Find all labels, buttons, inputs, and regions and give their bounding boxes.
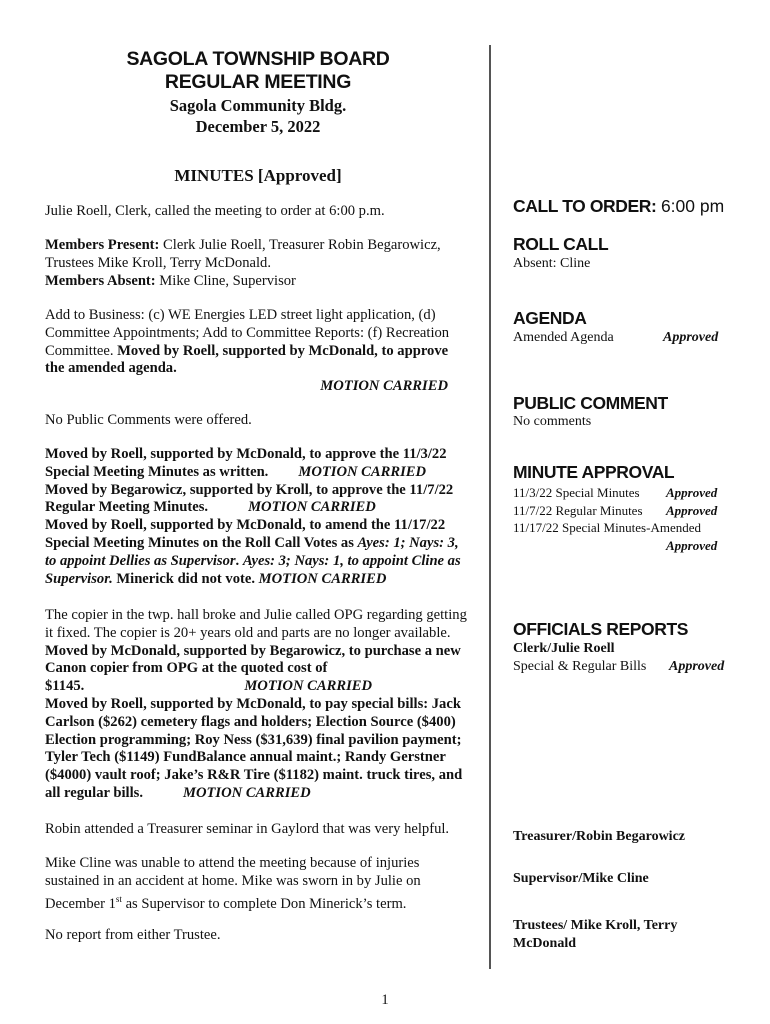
- copier-text: The copier in the twp. hall broke and Julie called OPG regarding getting it fixed. The copier is 20+ years old and parts are no longer available.: [45, 607, 467, 641]
- approved-label: Approved: [666, 502, 718, 518]
- public-comment-text: No Public Comments were offered.: [45, 412, 252, 428]
- bills-row: [513, 658, 748, 676]
- minutes-item-2: 11/7/22 Regular Minutes: [513, 502, 643, 518]
- minutes-item-3: 11/17/22 Special Minutes-Amended: [513, 520, 701, 535]
- title-line-1: SAGOLA TOWNSHIP BOARD: [126, 48, 390, 70]
- motion-carried: MOTION CARRIED: [298, 463, 427, 480]
- supervisor-text-sup: st: [115, 893, 122, 904]
- clerk-label: Clerk/Julie Roell: [513, 641, 615, 656]
- minutes-title: MINUTES [Approved]: [174, 166, 342, 185]
- public-comment-paragraph: [45, 412, 470, 430]
- public-comment-text: No comments: [513, 414, 592, 429]
- trustees-label: Trustees/ Mike Kroll, Terry McDonald: [513, 918, 678, 951]
- supervisor-text-a: Mike Cline was unable to attend the meeting because of injuries sustained in an accident at home. Mike was sworn in by Julie on December 1: [45, 855, 421, 912]
- minutes-motion-3-d: Ayes: 3; Nays: 1, to appoint Cline as Supervisor.: [45, 552, 461, 587]
- supervisor-label: Supervisor/Mike Cline: [513, 871, 649, 886]
- call-to-order-label: CALL TO ORDER:: [513, 196, 657, 216]
- minutes-item-1: 11/3/22 Special Minutes: [513, 485, 640, 500]
- motion-carried: MOTION CARRIED: [248, 499, 376, 516]
- minutes-motion-2: Moved by Begarowicz, supported by Kroll, to approve the 11/7/22 Regular Meeting Minutes.: [45, 481, 454, 516]
- call-to-order-time: 6:00 pm: [660, 196, 725, 216]
- page-number: 1: [381, 992, 389, 1008]
- meeting-info: [48, 95, 468, 137]
- approved-label: Approved: [666, 485, 718, 500]
- agenda-text: Add to Business: (c) WE Energies LED street light application, (d) Committee Appointments; Add to Committee Reports: (f) Recreation Committee.: [45, 307, 450, 359]
- members-present-label: Members Present:: [45, 237, 160, 253]
- members-absent-text: Mike Cline, Supervisor: [155, 272, 296, 289]
- approved-label: Approved: [663, 330, 719, 345]
- motion-carried: MOTION CARRIED: [182, 784, 311, 801]
- minutes-list: [513, 484, 748, 554]
- call-to-order-heading: [513, 196, 724, 217]
- motion-carried: MOTION CARRIED: [244, 678, 373, 695]
- minutes-motion-3-b: Ayes: 1; Nays: 3, to appoint Dellies as Supervisor: [45, 534, 459, 569]
- minutes-motion-3-e: Minerick did not vote.: [112, 570, 259, 587]
- treasurer-text: Robin attended a Treasurer seminar in Gaylord that was very helpful.: [45, 821, 450, 837]
- trustees-paragraph: [45, 927, 470, 945]
- supervisor-text-b: as Supervisor to complete Don Minerick’s term.: [121, 895, 407, 912]
- agenda-heading: AGENDA: [513, 308, 587, 328]
- copier-paragraph: [45, 607, 470, 803]
- copier-motion: Moved by McDonald, supported by Begarowicz, to purchase a new Canon copier from OPG at the quoted cost of $1145.: [45, 642, 461, 695]
- minute-approval-heading: MINUTE APPROVAL: [513, 462, 675, 482]
- title-line-2: REGULAR MEETING: [164, 71, 352, 93]
- minutes-row-1: [513, 484, 748, 502]
- document-title: [48, 48, 468, 94]
- public-comment-heading: PUBLIC COMMENT: [513, 393, 668, 413]
- motion-carried: MOTION CARRIED: [320, 378, 448, 395]
- agenda-row: [513, 329, 748, 347]
- approved-label: Approved: [666, 537, 718, 553]
- roll-call-text: Absent: Cline: [513, 256, 591, 271]
- approved-label: Approved: [669, 658, 725, 674]
- motion-carried: MOTION CARRIED: [258, 570, 387, 587]
- agenda-item: Amended Agenda: [513, 330, 614, 345]
- trustees-text: No report from either Trustee.: [45, 927, 221, 943]
- call-to-order-paragraph: [45, 203, 470, 221]
- call-to-order-text: Julie Roell, Clerk, called the meeting to order at 6:00 p.m.: [45, 203, 385, 219]
- meeting-date: December 5, 2022: [195, 117, 321, 136]
- agenda-paragraph: [45, 307, 470, 396]
- column-divider: [489, 45, 491, 969]
- meeting-location: Sagola Community Bldg.: [169, 96, 347, 115]
- officials-reports-heading: OFFICIALS REPORTS: [513, 619, 689, 639]
- roll-call-heading: ROLL CALL: [513, 234, 609, 254]
- clerk-report: [513, 640, 748, 675]
- bills-item: Special & Regular Bills: [513, 658, 647, 674]
- treasurer-paragraph: [45, 821, 470, 839]
- supervisor-paragraph: [45, 855, 470, 913]
- minutes-row-2: [513, 502, 748, 520]
- minutes-motion-3-a: Moved by Roell, supported by McDonald, to amend the 11/17/22 Special Meeting Minutes on the Roll Call Votes as: [45, 517, 446, 551]
- minutes-motion-1: Moved by Roell, supported by McDonald, to approve the 11/3/22 Special Meeting Minutes as written.: [45, 446, 447, 480]
- members-paragraph: [45, 237, 470, 290]
- minutes-motion-3-c: .: [235, 552, 243, 569]
- bills-motion: Moved by Roell, supported by McDonald, to pay special bills: Jack Carlson ($262) cemetery flags and holders; Election Source ($400) Election programming; Roy Ness ($31,639) final pavilion payment; Tyler Tech ($1149) FundBalance annual maint.; Randy Gerstner ($4000) vault roof; Jake’s R&R Tire ($1182) maint. truck tires, and all regular bills.: [45, 695, 463, 801]
- members-absent-label: Members Absent:: [45, 272, 156, 289]
- minute-approval-paragraph: [45, 446, 470, 588]
- agenda-motion: Moved by Roell, supported by McDonald, to approve the amended agenda.: [45, 342, 449, 377]
- members-present-text: Clerk Julie Roell, Treasurer Robin Begarowicz, Trustees Mike Kroll, Terry McDonald.: [45, 237, 441, 271]
- treasurer-label: Treasurer/Robin Begarowicz: [513, 829, 685, 844]
